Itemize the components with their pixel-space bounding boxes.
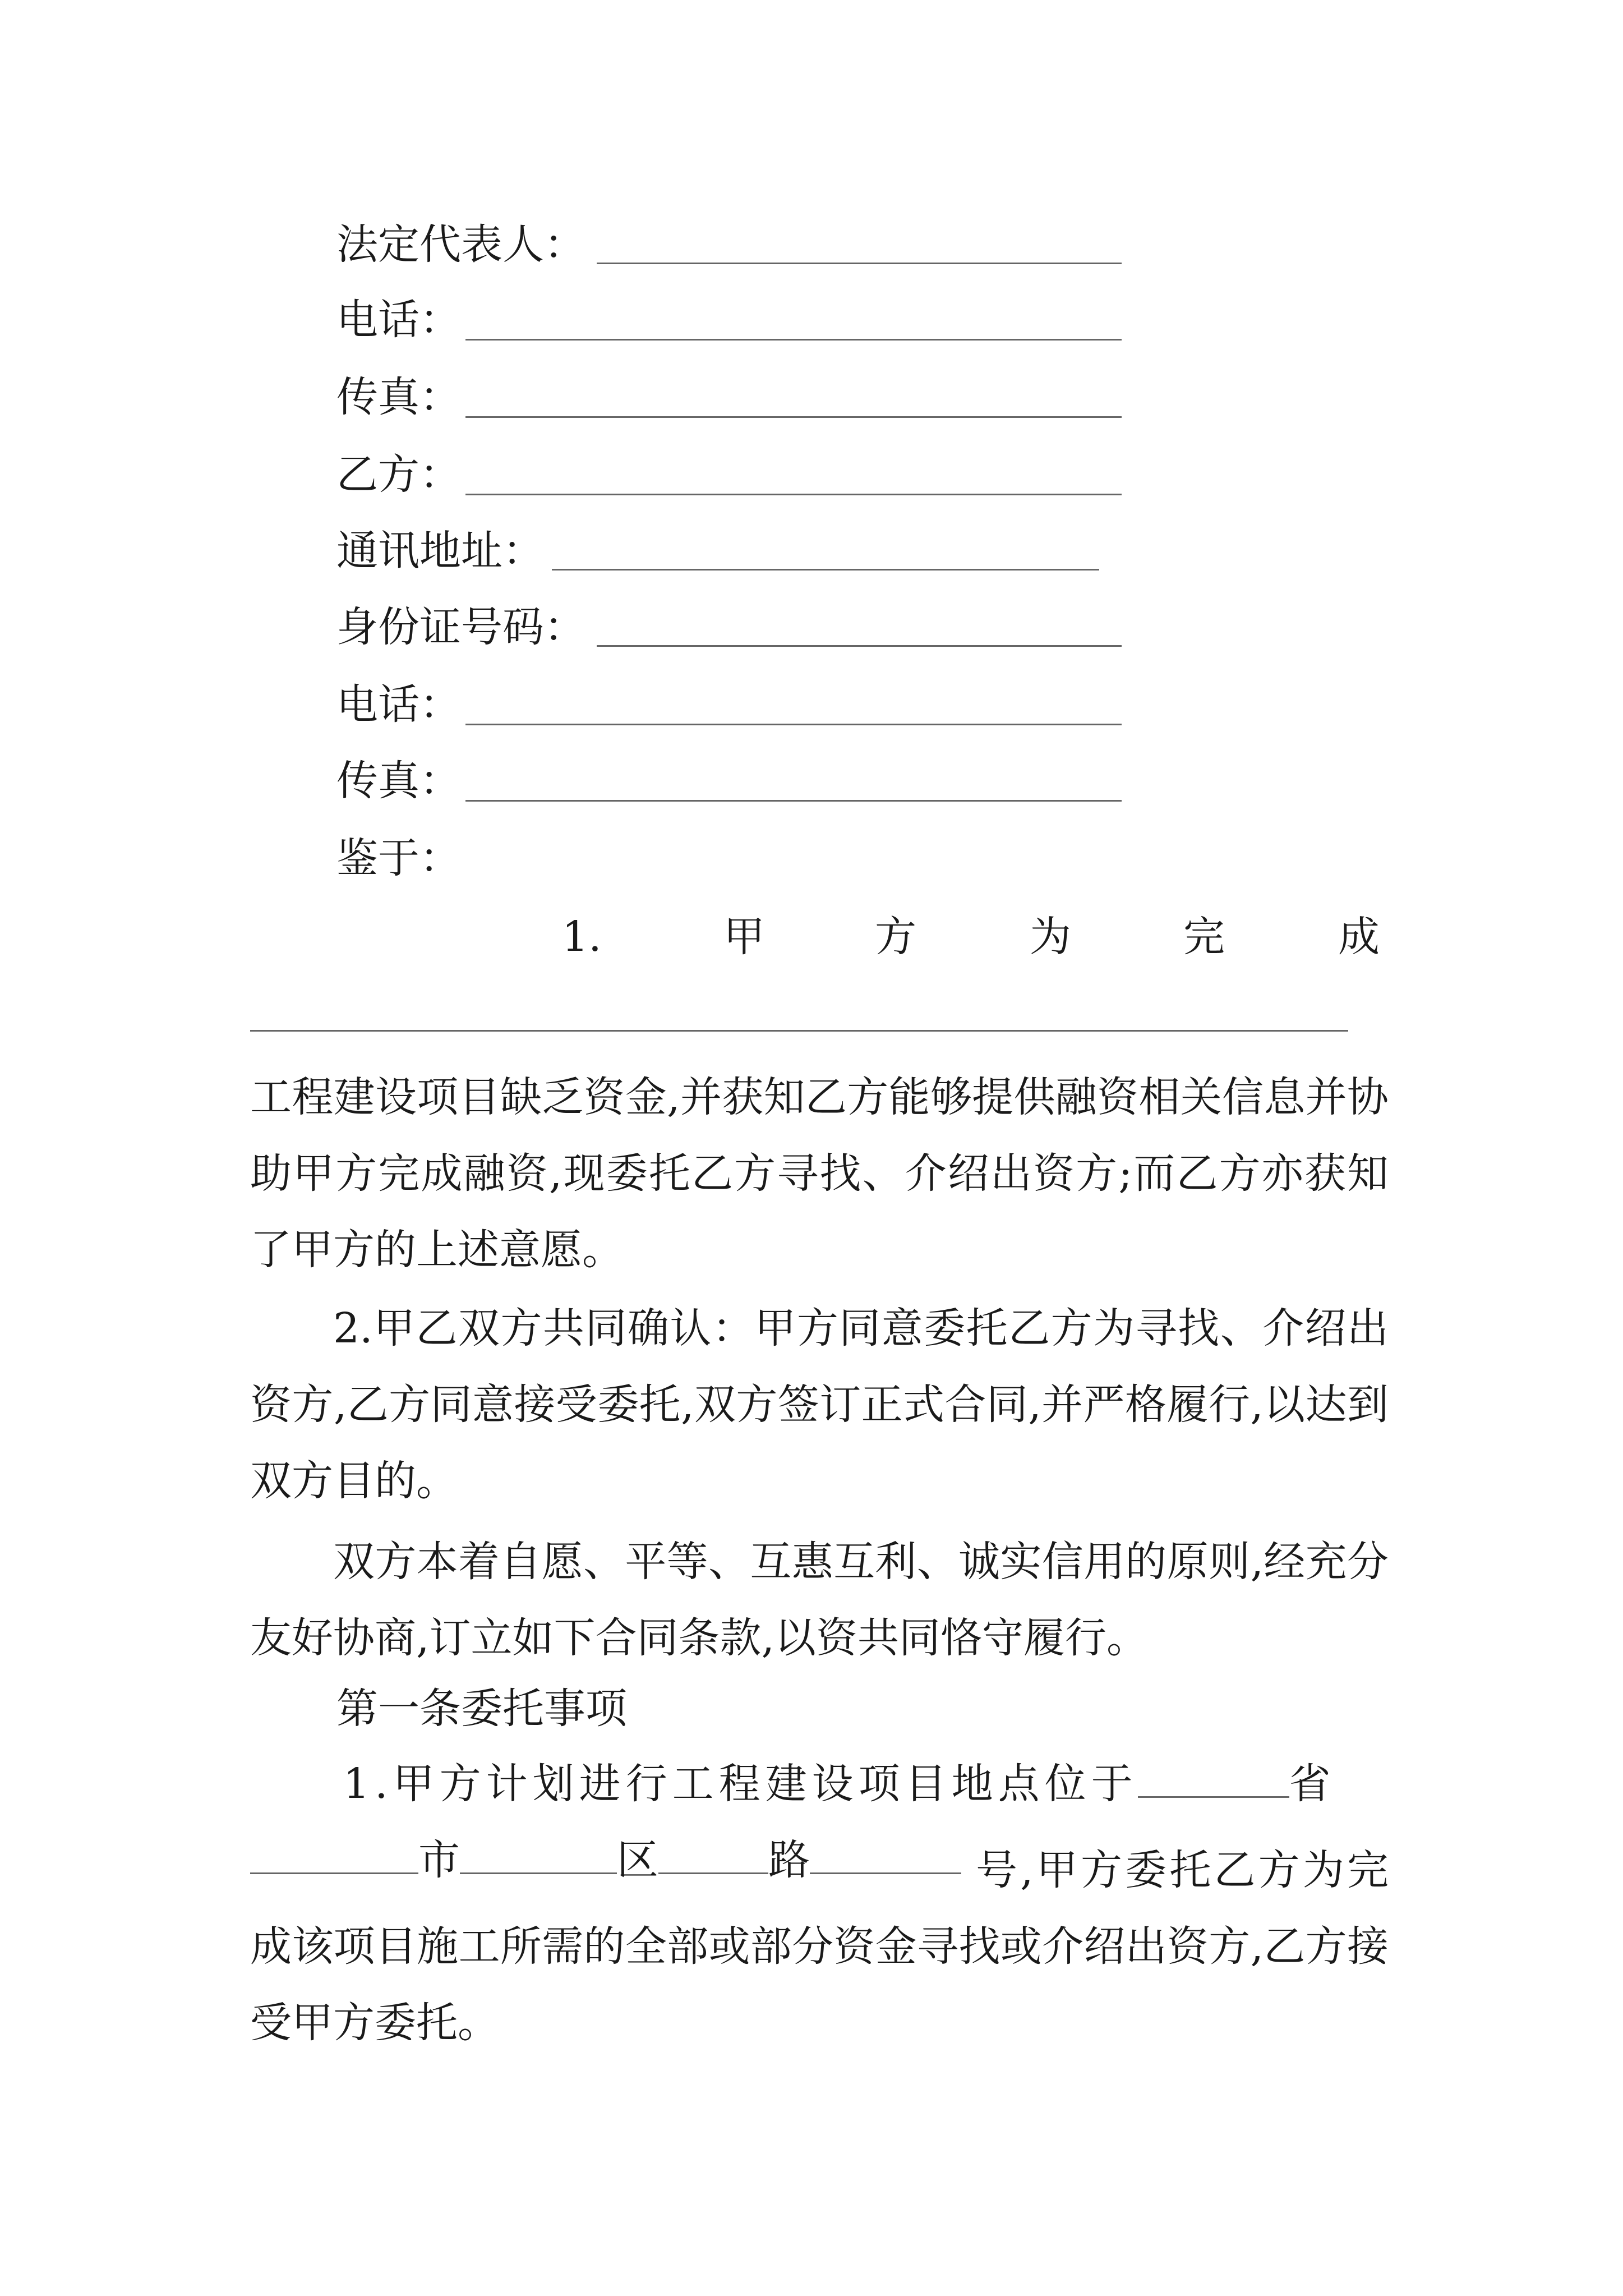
party-a-fax-field xyxy=(336,369,461,425)
address-field xyxy=(336,523,544,579)
id-number-blank[interactable] xyxy=(597,645,1122,647)
item1-char: 成 xyxy=(1338,913,1380,961)
field-label: 传真： xyxy=(336,373,461,421)
party-b-fax-blank[interactable] xyxy=(465,800,1122,802)
district-label: 区 xyxy=(617,1836,658,1884)
province-label: 省 xyxy=(1289,1760,1336,1808)
item1-char: 方 xyxy=(875,913,916,961)
whereas-label: 鉴于： xyxy=(336,834,461,882)
party-a-phone-blank[interactable] xyxy=(465,339,1122,341)
road-label: 路 xyxy=(768,1836,810,1884)
item1-char: 完 xyxy=(1183,913,1225,961)
principle-body: 双方本着自愿、平等、互惠互利、诚实信用的原则,经充分友好协商,订立如下合同条款,以资共同恪守履行。 xyxy=(250,1538,1389,1662)
field-label: 乙方： xyxy=(336,450,461,499)
item1-char: 为 xyxy=(1030,913,1071,961)
item1-char: 甲 xyxy=(723,913,765,961)
party-b-field xyxy=(336,447,461,503)
legal-representative-blank[interactable] xyxy=(597,263,1122,264)
address-blank[interactable] xyxy=(552,569,1099,570)
item2-body: 2.甲乙双方共同确认：甲方同意委托乙方为寻找、介绍出资方,乙方同意接受委托,双方签订正式合同,并严格履行,以达到双方目的。 xyxy=(250,1304,1389,1505)
province-blank[interactable] xyxy=(1138,1756,1289,1798)
city-label: 市 xyxy=(418,1836,460,1884)
field-label: 传真： xyxy=(336,757,461,805)
item1-body: 工程建设项目缺乏资金,并获知乙方能够提供融资相关信息并协助甲方完成融资,现委托乙方寻找、介绍出资方;而乙方亦获知了甲方的上述意愿。 xyxy=(250,1073,1389,1274)
project-name-blank[interactable] xyxy=(250,1030,1348,1032)
field-label: 法定代表人： xyxy=(336,220,585,269)
party-b-phone-blank[interactable] xyxy=(465,724,1122,725)
party-b-fax-field xyxy=(336,753,461,809)
field-label: 电话： xyxy=(336,296,461,344)
id-number-field xyxy=(336,599,585,655)
party-b-phone-field xyxy=(336,677,461,733)
party-a-fax-blank[interactable] xyxy=(465,416,1122,418)
article1-item1-line1 xyxy=(343,1756,1336,1812)
field-label: 通讯地址： xyxy=(336,527,544,575)
party-b-blank[interactable] xyxy=(465,494,1122,495)
legal-representative-field xyxy=(336,217,585,273)
article1-item1-rest: 号,甲方委托乙方为完成该项目施工所需的全部或部分资金寻找或介绍出资方,乙方接受甲方委托。 xyxy=(250,1846,1389,2047)
article1-title: 第一条委托事项 xyxy=(336,1685,627,1733)
field-label: 电话： xyxy=(336,680,461,729)
article1-item1-prefix: 1.甲方计划进行工程建设项目地点位于 xyxy=(343,1760,1138,1808)
field-label: 身份证号码： xyxy=(336,603,585,651)
party-a-phone-field xyxy=(336,292,461,348)
item1-number: 1. xyxy=(562,913,602,961)
